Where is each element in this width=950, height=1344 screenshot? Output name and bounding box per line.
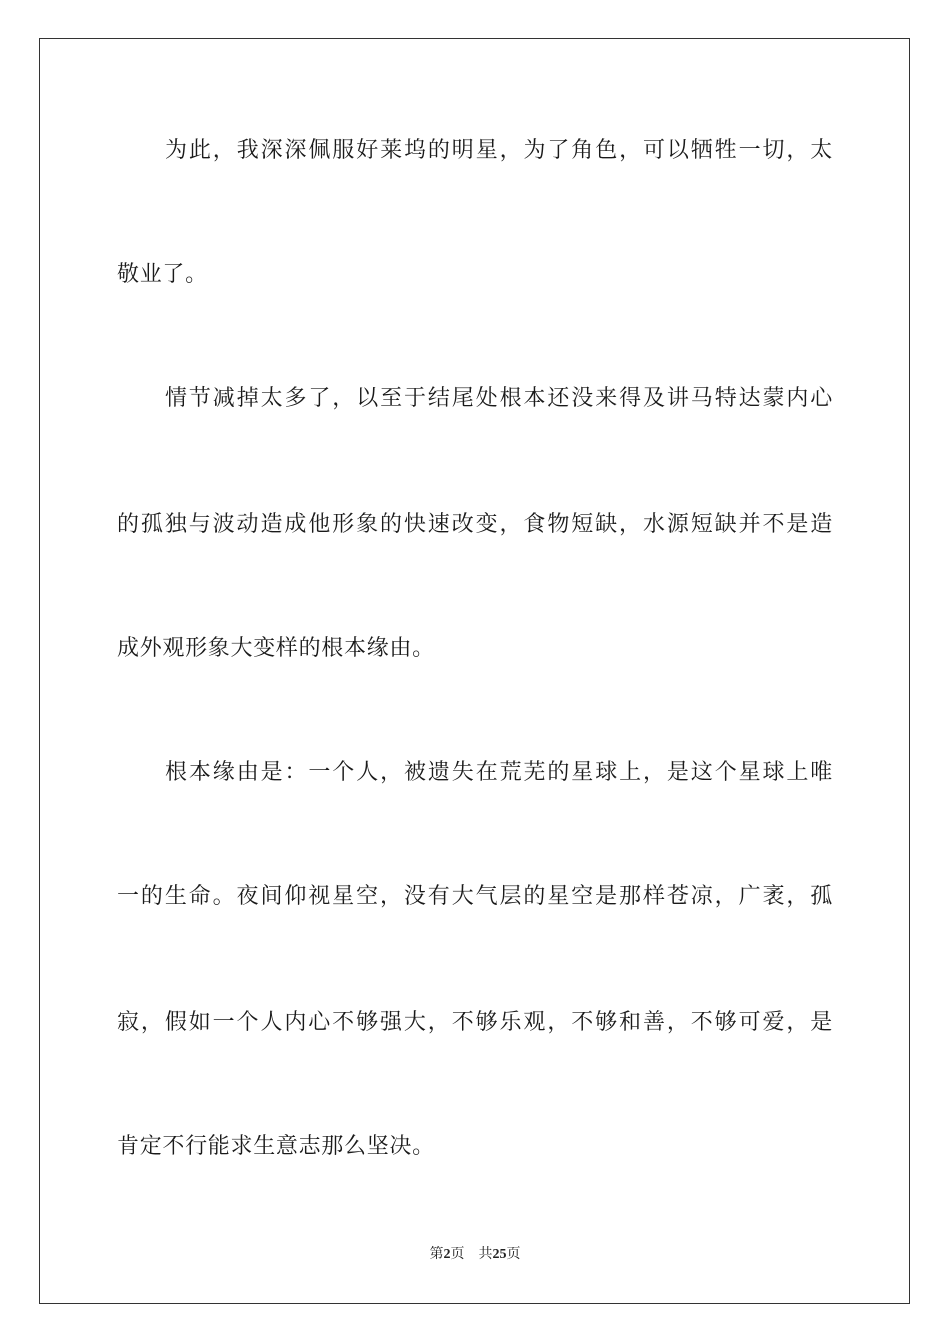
paragraph-1-line-1: 为此，我深深佩服好莱坞的明星，为了角色，可以牺牲一切，太	[165, 138, 833, 163]
paragraph-3-line-2: 一的生命。夜间仰视星空，没有大气层的星空是那样苍凉，广袤，孤	[117, 884, 833, 909]
paragraph-2-line-3: 成外观形象大变样的根本缘由。	[117, 636, 435, 661]
total-pages: 25	[492, 1247, 507, 1262]
current-page-number: 2	[443, 1247, 451, 1262]
page-border	[39, 38, 910, 1304]
paragraph-2-line-2: 的孤独与波动造成他形象的快速改变，食物短缺，水源短缺并不是造	[117, 512, 833, 537]
page-prefix: 第	[429, 1247, 444, 1262]
paragraph-3-line-1: 根本缘由是：一个人，被遗失在荒芜的星球上，是这个星球上唯	[165, 760, 833, 785]
paragraph-1-line-2: 敬业了。	[117, 262, 208, 287]
paragraph-2-line-1: 情节减掉太多了，以至于结尾处根本还没来得及讲马特达蒙内心	[165, 386, 833, 411]
total-prefix: 共	[478, 1247, 493, 1262]
paragraph-3-line-3: 寂，假如一个人内心不够强大，不够乐观，不够和善，不够可爱，是	[117, 1010, 833, 1035]
total-suffix: 页	[506, 1247, 521, 1262]
page-footer	[0, 1246, 950, 1264]
paragraph-3-line-4: 肯定不行能求生意志那么坚决。	[117, 1134, 435, 1159]
page-suffix: 页	[450, 1247, 465, 1262]
